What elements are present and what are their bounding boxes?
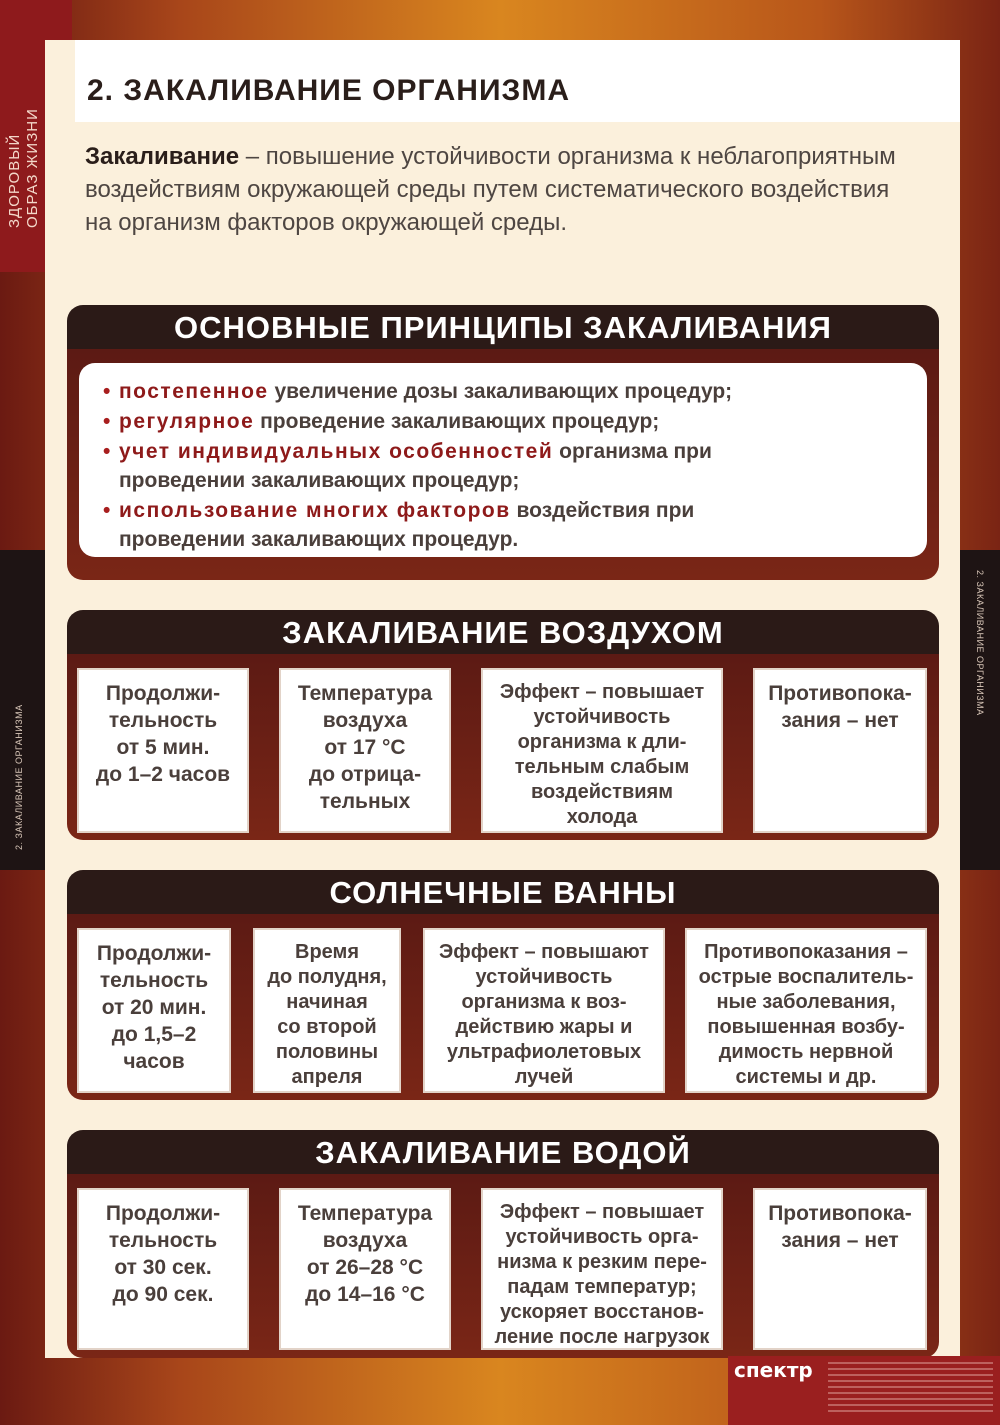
- page-title: 2. ЗАКАЛИВАНИЕ ОРГАНИЗМА: [87, 74, 570, 107]
- air-card-contraindications: Противопока- зания – нет: [753, 668, 927, 833]
- air-card-effect: Эффект – повышает устойчивость организма к дли- тельным слабым воздействиям холода: [481, 668, 723, 833]
- left-band-label: 2. ЗАКАЛИВАНИЕ ОРГАНИЗМА: [14, 704, 24, 850]
- principles-panel: [67, 305, 939, 580]
- principles-list: [79, 363, 927, 557]
- principle-item: • регулярное проведение закаливающих процедур;: [119, 407, 927, 436]
- fine-print-block: [828, 1362, 993, 1412]
- water-panel: [67, 1130, 939, 1358]
- title-bar: [75, 40, 960, 122]
- principle-item: • постепенное увеличение дозы закаливающих процедур;: [119, 377, 927, 406]
- poster-sheet: [45, 40, 960, 1358]
- publisher-footer: [728, 1356, 1000, 1425]
- water-card-contraindications: Противопока- зания – нет: [753, 1188, 927, 1350]
- water-heading: ЗАКАЛИВАНИЕ ВОДОЙ: [315, 1135, 691, 1170]
- air-card-temperature: Температура воздуха от 17 °С до отрица- тельных: [279, 668, 451, 833]
- sun-heading: СОЛНЕЧНЫЕ ВАННЫ: [329, 875, 677, 910]
- principle-item: • учет индивидуальных особенностей организма при проведении закаливающих процедур;: [119, 437, 819, 495]
- water-card-effect: Эффект – повышает устойчивость орга- низма к резким пере- падам температур; ускоряет восстанов- ление после нагрузок: [481, 1188, 723, 1350]
- right-dark-band: [955, 550, 1000, 870]
- sun-card-contraindications: Противопоказания – острые воспалитель- ные заболевания, повышенная возбу- димость нервной системы и др.: [685, 928, 927, 1093]
- sun-panel: [67, 870, 939, 1100]
- side-category-label: ЗДОРОВЫЙ ОБРАЗ ЖИЗНИ: [6, 108, 41, 228]
- sun-card-effect: Эффект – повышают устойчивость организма к воз- действию жары и ультрафиолетовых лучей: [423, 928, 665, 1093]
- water-card-temperature: Температура воздуха от 26–28 °С до 14–16 °С: [279, 1188, 451, 1350]
- principle-item: • использование многих факторов воздействия при проведении закаливающих процедур.: [119, 496, 799, 554]
- bullet-icon: •: [103, 380, 111, 403]
- principles-heading: ОСНОВНЫЕ ПРИНЦИПЫ ЗАКАЛИВАНИЯ: [174, 310, 832, 345]
- bullet-icon: •: [103, 410, 111, 433]
- air-panel: [67, 610, 939, 840]
- water-card-duration: Продолжи- тельность от 30 сек. до 90 сек.: [77, 1188, 249, 1350]
- sun-card-duration: Продолжи- тельность от 20 мин. до 1,5–2 часов: [77, 928, 231, 1093]
- left-dark-band: [0, 550, 45, 870]
- air-card-duration: Продолжи- тельность от 5 мин. до 1–2 часов: [77, 668, 249, 833]
- intro-text: – повышение устойчивости организма к неблагоприятным воздействиям окружающей среды путем систематического воздействия на организм факторов окружающей среды.: [85, 143, 896, 236]
- right-band-label: 2. ЗАКАЛИВАНИЕ ОРГАНИЗМА: [975, 570, 985, 716]
- intro-term: Закаливание: [85, 143, 240, 170]
- bullet-icon: •: [103, 499, 111, 522]
- bullet-icon: •: [103, 440, 111, 463]
- publisher-logo: спектр: [734, 1358, 813, 1382]
- intro-definition: [85, 140, 905, 239]
- sun-card-time: Время до полудня, начиная со второй половины апреля: [253, 928, 401, 1093]
- air-heading: ЗАКАЛИВАНИЕ ВОЗДУХОМ: [282, 615, 724, 650]
